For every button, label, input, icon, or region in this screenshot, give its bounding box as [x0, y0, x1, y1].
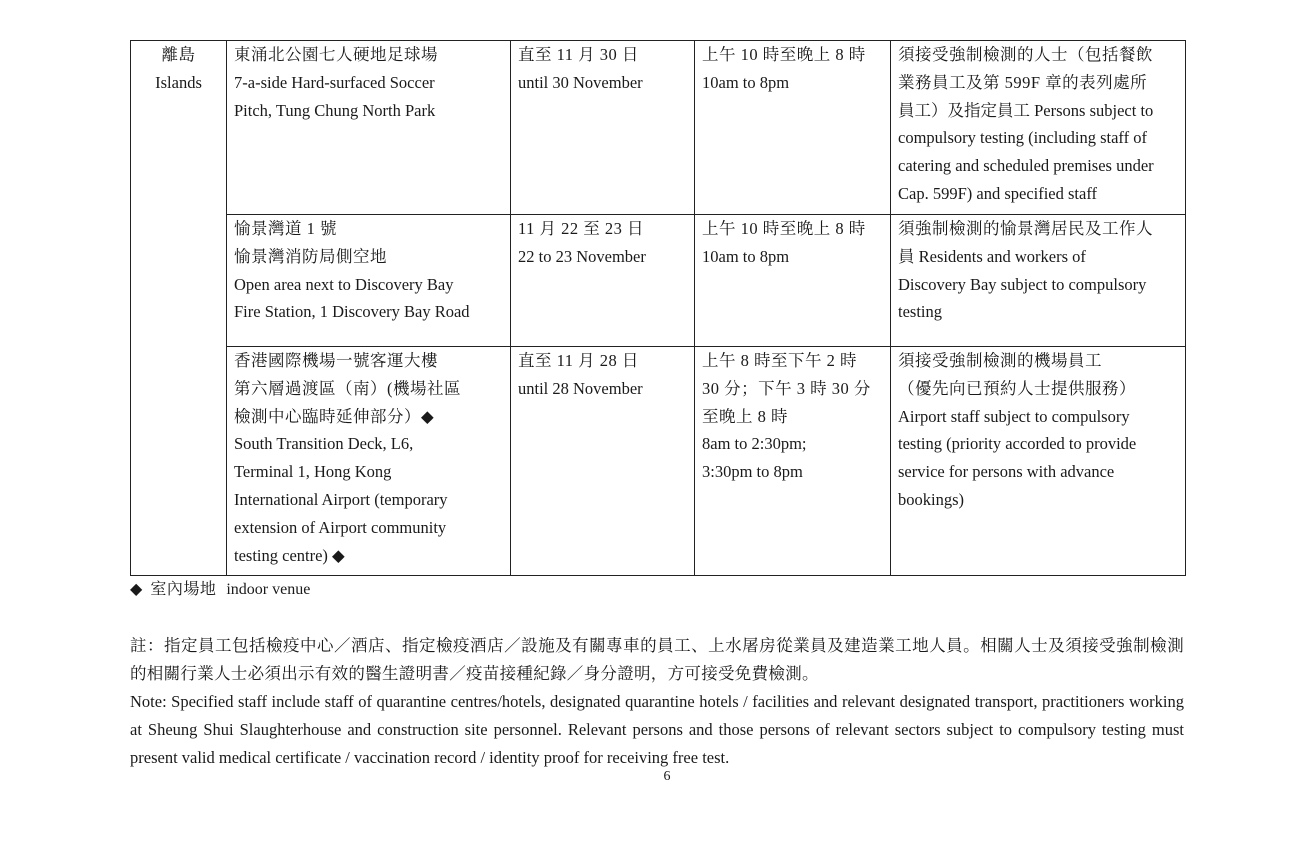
venue-line: 香港國際機場一號客運大樓	[234, 351, 438, 370]
hours-line: 8am to 2:30pm;	[702, 434, 807, 454]
venue-line: extension of Airport community	[234, 517, 447, 537]
date-cell	[511, 41, 695, 215]
venue-line: Fire Station, 1 Discovery Bay Road	[234, 302, 470, 322]
legend-label-en: indoor venue	[226, 581, 311, 598]
date-line: 11 月 22 至 23 日	[518, 219, 645, 238]
hours-cell	[695, 347, 891, 576]
venue-line: 東涌北公園七人硬地足球場	[234, 45, 438, 64]
eligibility-line: compulsory testing (including staff of	[898, 128, 1147, 148]
eligibility-line: 須強制檢測的愉景灣居民及工作人	[898, 219, 1153, 238]
hours-line: 上午 10 時至晚上 8 時	[702, 219, 866, 238]
eligibility-line: （優先向已預約人士提供服務）	[898, 378, 1136, 398]
eligibility-line: Cap. 599F) and specified staff	[898, 183, 1098, 203]
diamond-icon: ◆	[130, 581, 143, 598]
eligibility-cell	[891, 41, 1186, 215]
eligibility-line: 員工）及指定員工 Persons subject to	[898, 100, 1154, 120]
hours-line: 上午 8 時至下午 2 時	[702, 351, 857, 370]
hours-line: 3:30pm to 8pm	[702, 462, 803, 482]
eligibility-line: Discovery Bay subject to compulsory	[898, 274, 1147, 294]
eligibility-line: service for persons with advance	[898, 462, 1115, 482]
eligibility-line: 須接受強制檢測的人士（包括餐飲	[898, 45, 1153, 64]
legend-label-zh: 室內場地	[150, 581, 217, 598]
district-cell	[131, 41, 227, 576]
venue-line: 檢測中心臨時延伸部分）◆	[234, 406, 435, 426]
hours-cell	[695, 215, 891, 347]
venue-line: testing centre) ◆	[234, 545, 345, 565]
district-name-zh: 離島	[161, 45, 196, 64]
venue-line: International Airport (temporary	[234, 489, 448, 509]
eligibility-line: 業務員工及第 599F 章的表列處所	[898, 72, 1148, 92]
venue-line: 7-a-side Hard-surfaced Soccer	[234, 72, 435, 92]
eligibility-cell	[891, 215, 1186, 347]
date-cell	[511, 347, 695, 576]
note-english: Note: Specified staff include staff of quarantine centres/hotels, designated quarantine hotels / facilities and relevant designated transport, practitioners working at Sheung Shui Slaughterhouse and construction site personnel. Relevant persons and those persons of relevant sectors subject to compulsory testing must present valid medical certificate / vaccination record / identity proof for receiving free test.	[130, 692, 1184, 767]
venue-line: Open area next to Discovery Bay	[234, 274, 454, 294]
hours-line: 10am to 8pm	[702, 72, 790, 92]
district-name-en: Islands	[155, 72, 202, 92]
venue-line: Terminal 1, Hong Kong	[234, 462, 392, 482]
eligibility-line: 須接受強制檢測的機場員工	[898, 351, 1102, 370]
date-line: 直至 11 月 30 日	[518, 45, 639, 64]
venue-cell	[227, 347, 511, 576]
date-line: until 28 November	[518, 378, 643, 398]
hours-line: 上午 10 時至晚上 8 時	[702, 45, 866, 64]
hours-cell	[695, 41, 891, 215]
hours-line: 10am to 8pm	[702, 246, 790, 266]
eligibility-line: Airport staff subject to compulsory	[898, 406, 1130, 426]
testing-venue-table	[130, 40, 1186, 576]
indoor-venue-legend	[130, 579, 310, 601]
venue-cell	[227, 215, 511, 347]
eligibility-line: testing (priority accorded to provide	[898, 434, 1137, 454]
page-number: 6	[663, 769, 671, 784]
table-row	[131, 215, 1186, 347]
venue-line: South Transition Deck, L6,	[234, 434, 414, 454]
eligibility-line: 員 Residents and workers of	[898, 246, 1086, 266]
venue-line: 愉景灣道 1 號	[234, 219, 337, 238]
eligibility-line: catering and scheduled premises under	[898, 156, 1154, 176]
hours-line: 至晚上 8 時	[702, 406, 788, 426]
date-line: until 30 November	[518, 72, 643, 92]
eligibility-line: testing	[898, 302, 942, 322]
date-cell	[511, 215, 695, 347]
eligibility-cell	[891, 347, 1186, 576]
table-row	[131, 347, 1186, 576]
eligibility-line: bookings)	[898, 489, 964, 509]
venue-line: 愉景灣消防局側空地	[234, 246, 387, 266]
table-row	[131, 41, 1186, 215]
hours-line: 30 分；下午 3 時 30 分	[702, 378, 871, 398]
venue-cell	[227, 41, 511, 215]
date-line: 直至 11 月 28 日	[518, 351, 639, 370]
venue-line: Pitch, Tung Chung North Park	[234, 100, 436, 120]
date-line: 22 to 23 November	[518, 246, 646, 266]
venue-line: 第六層過渡區（南）(機場社區	[234, 378, 461, 398]
note-chinese: 註：指定員工包括檢疫中心／酒店、指定檢疫酒店／設施及有關專車的員工、上水屠房從業員及建造業工地人員。相關人士及須接受強制檢測的相關行業人士必須出示有效的醫生證明書／疫苗接種紀錄／身分證明，方可接受免費檢測。	[130, 636, 1184, 683]
